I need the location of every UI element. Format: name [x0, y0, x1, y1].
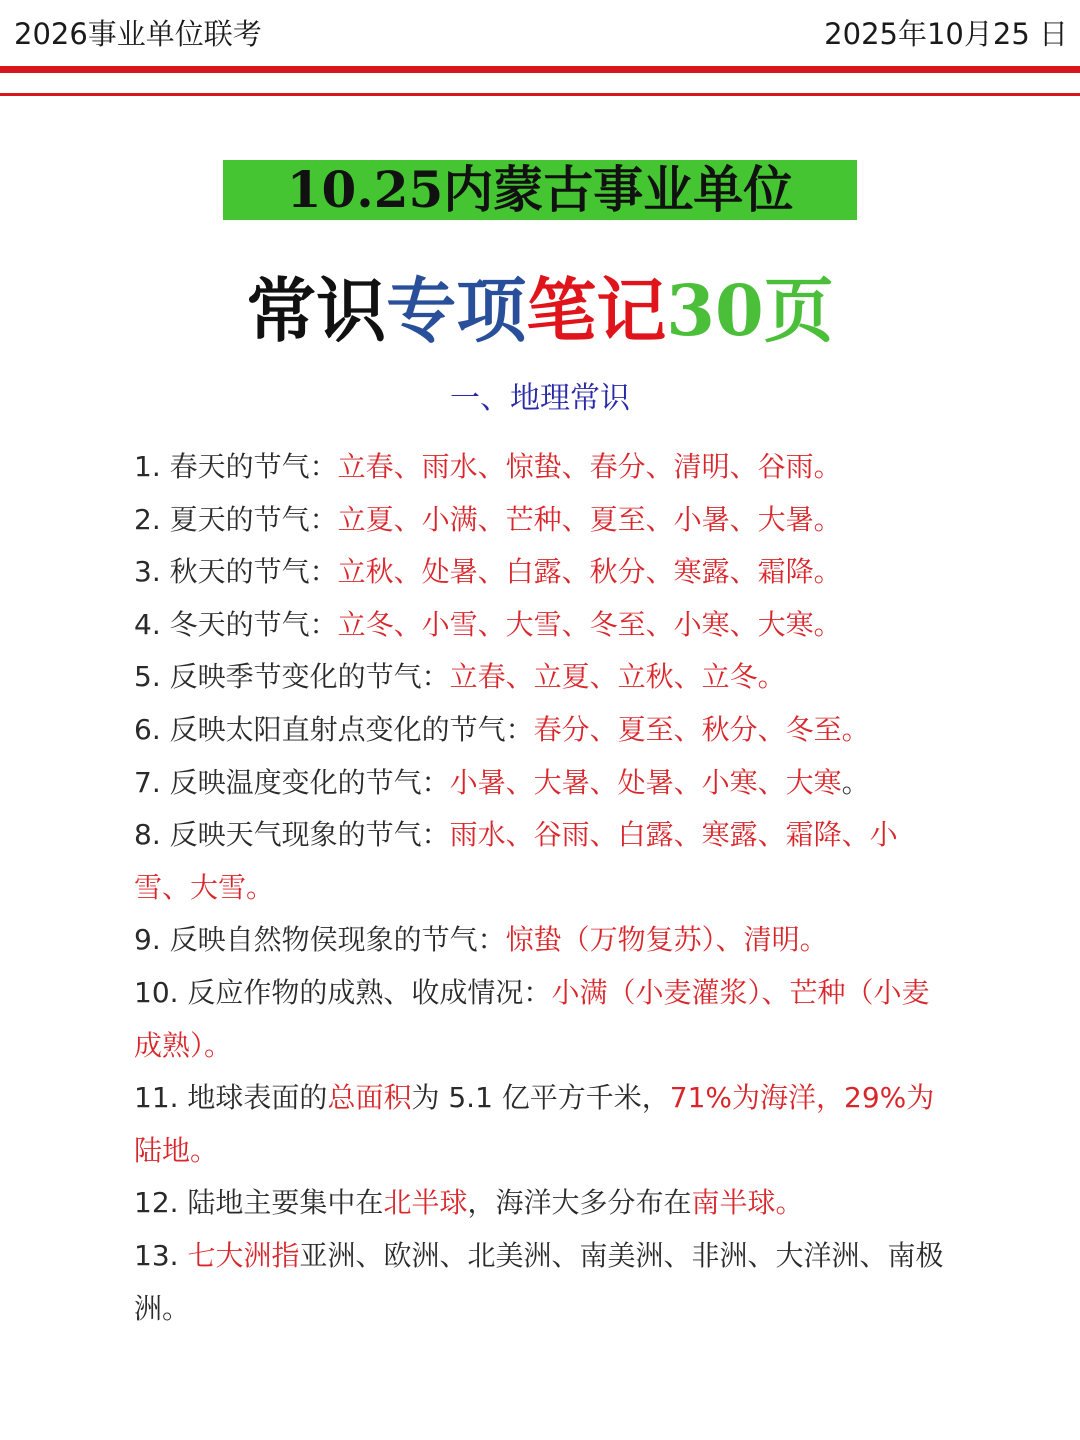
note-highlight: 雨水、谷雨、白露、寒露、霜降、小雪、大雪。 — [134, 818, 898, 904]
note-label: 2. 夏天的节气： — [134, 502, 338, 536]
note-label: 1. 春天的节气： — [134, 450, 338, 483]
note-item — [134, 809, 946, 914]
note-label: 10. 反应作物的成熟、收成情况： — [134, 975, 552, 1009]
note-label: 3. 秋天的节气： — [134, 555, 338, 589]
note-label: 6. 反映太阳直射点变化的节气： — [134, 712, 534, 746]
note-highlight: 立春、雨水、惊蛰、春分、清明、谷雨。 — [337, 450, 842, 483]
note-item — [134, 1177, 946, 1230]
title-part-2: 专项 — [386, 269, 527, 352]
note-text: ，海洋大多分布在 — [467, 1186, 692, 1220]
note-label: 4. 冬天的节气： — [134, 607, 338, 641]
note-highlight: 春分、夏至、秋分、冬至。 — [533, 712, 870, 746]
note-highlight: 小满（小麦灌浆）、芒种（小麦成熟）。 — [134, 975, 930, 1062]
note-item — [134, 494, 946, 547]
note-item — [134, 967, 946, 1072]
title-part-1: 常识 — [246, 269, 387, 352]
note-item — [134, 651, 946, 704]
note-highlight: 立春、立夏、立秋、立冬。 — [449, 660, 786, 694]
note-text: 亚洲、欧洲、北美洲、南美洲、非洲、大洋洲、南极洲。 — [134, 1238, 944, 1325]
note-highlight: 立秋、处暑、白露、秋分、寒露、霜降。 — [337, 555, 842, 589]
note-label: 8. 反映天气现象的节气： — [134, 818, 450, 852]
note-highlight: 立冬、小雪、大雪、冬至、小寒、大寒。 — [337, 607, 842, 641]
header-rule-thick — [0, 66, 1080, 73]
note-item — [134, 441, 946, 494]
section-heading: 一、地理常识 — [450, 381, 630, 416]
note-item — [134, 546, 946, 599]
note-item — [134, 599, 946, 652]
note-item — [134, 757, 946, 810]
header-rule-thin — [0, 93, 1080, 96]
title-part-4: 30页 — [666, 269, 834, 352]
page-header — [0, 0, 1080, 66]
title-banner: 10.25内蒙古事业单位 — [223, 160, 857, 220]
note-label: 13. — [134, 1238, 188, 1272]
note-highlight: 总面积 — [327, 1081, 412, 1115]
note-label: 12. 陆地主要集中在 — [134, 1186, 384, 1220]
note-text: 为 5.1 亿平方千米， — [411, 1081, 670, 1115]
date-label: 2025年10月25 日 — [824, 17, 1068, 51]
note-item — [134, 914, 946, 967]
note-text: 。 — [841, 765, 870, 799]
note-item — [134, 1072, 946, 1177]
note-label: 9. 反映自然物侯现象的节气： — [134, 923, 506, 957]
note-highlight: 南半球。 — [691, 1186, 804, 1220]
note-label: 5. 反映季节变化的节气： — [134, 660, 450, 694]
note-item — [134, 704, 946, 757]
note-label: 7. 反映温度变化的节气： — [134, 765, 450, 799]
note-label: 11. 地球表面的 — [134, 1081, 328, 1115]
note-highlight: 立夏、小满、芒种、夏至、小暑、大暑。 — [337, 502, 842, 536]
note-highlight: 北半球 — [383, 1186, 468, 1220]
note-highlight: 71%为海洋，29%为陆地。 — [134, 1081, 935, 1167]
notes-list — [134, 441, 946, 1335]
page-title — [0, 266, 1080, 356]
note-highlight: 惊蛰（万物复苏）、清明。 — [505, 923, 828, 957]
note-highlight: 小暑、大暑、处暑、小寒、大寒 — [449, 765, 842, 799]
note-highlight: 七大洲指 — [187, 1238, 300, 1272]
note-item — [134, 1230, 946, 1335]
exam-name: 2026事业单位联考 — [14, 17, 262, 51]
title-part-3: 笔记 — [526, 269, 667, 352]
